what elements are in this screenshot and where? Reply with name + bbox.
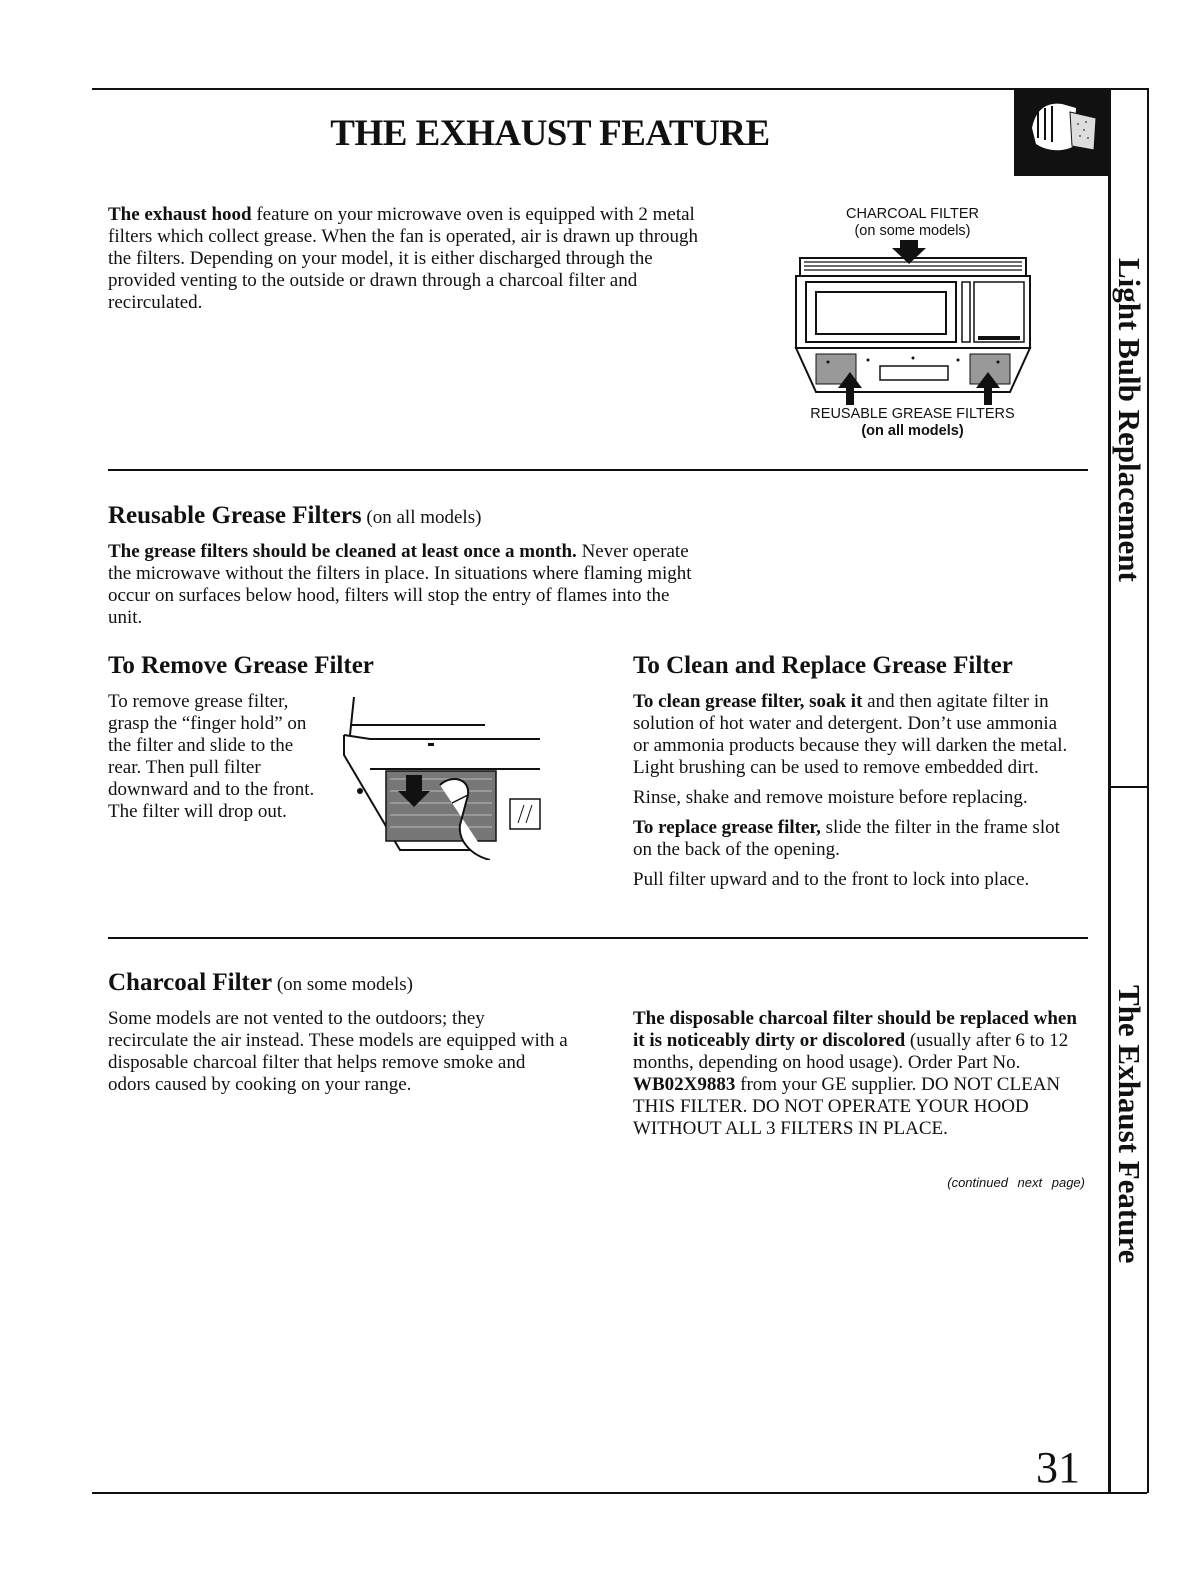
- bottom-rule: [92, 1492, 1147, 1494]
- intro-lead: The exhaust hood: [108, 204, 252, 225]
- caption-bottom-line-1: REUSABLE GREASE FILTERS: [810, 406, 1015, 422]
- charcoal-right-text-1: (usually after 6 to 12 months, depending on hood usage). Order Part No.: [633, 1030, 1069, 1073]
- intro-text: feature on your microwave oven is equipped with 2 metal filters which collect grease. When the fan is operated, air is drawn up through the filters. Depending on your model, it is either discharged through the provided venting to the outside or drawn through a charcoal filter and recirculated.: [108, 204, 699, 313]
- tab-line-right: [1147, 88, 1149, 1493]
- charcoal-right-text-2: from your GE supplier. DO NOT CLEAN THIS FILTER. DO NOT OPERATE YOUR HOOD WITHOUT ALL 3 FILTERS IN PLACE.: [633, 1074, 1061, 1139]
- reusable-lead: The grease filters should be cleaned at least once a month.: [108, 541, 577, 562]
- clean-heading: To Clean and Replace Grease Filter: [633, 652, 1013, 679]
- caption-top-line-2: (on some models): [854, 223, 971, 239]
- caption-bottom-line-2: (on all models): [861, 423, 964, 439]
- section-rule-1: [108, 469, 1088, 471]
- reusable-text: Never operate the microwave without the filters in place. In situations where flaming might occur on surfaces below hood, filters will stop the entry of flames into the unit.: [108, 541, 692, 628]
- reusable-heading: [108, 501, 481, 533]
- grease-filters-caption: [800, 406, 1025, 440]
- charcoal-right-lead: The disposable charcoal filter should be replaced when it is noticeably dirty or discolored: [633, 1008, 1077, 1051]
- reusable-paragraph: [108, 541, 708, 629]
- replace-lead: To replace grease filter,: [633, 817, 821, 838]
- clean-paragraph-3: [633, 817, 1073, 861]
- charcoal-right-paragraph: [633, 1008, 1078, 1140]
- replace-text: slide the filter in the frame slot on the back of the opening.: [633, 817, 1060, 860]
- top-rule: [92, 88, 1147, 90]
- clean-lead: To clean grease filter, soak it: [633, 691, 863, 712]
- reusable-heading-sub: (on all models): [361, 507, 482, 528]
- charcoal-heading-sub: (on some models): [272, 974, 413, 995]
- remove-heading: To Remove Grease Filter: [108, 652, 374, 679]
- clean-text: and then agitate filter in solution of hot water and detergent. Don’t use ammonia or ammonia products because they will darken the metal. Light brushing can be used to remove embedded dirt.: [633, 691, 1068, 778]
- clean-paragraph-1: [633, 691, 1073, 779]
- microwave-hood-drawing: [788, 240, 1038, 405]
- caption-top-line-1: CHARCOAL FILTER: [846, 206, 979, 222]
- filter-removal-drawing: [340, 695, 568, 860]
- remove-paragraph: To remove grease filter, grasp the “finger hold” on the filter and slide to the rear. Then pull filter downward and to the front. The filter will drop out.: [108, 691, 315, 822]
- intro-paragraph: [108, 204, 723, 314]
- part-number: WB02X9883: [633, 1074, 736, 1095]
- tab-divider: [1108, 786, 1148, 788]
- charcoal-left-paragraph: Some models are not vented to the outdoors; they recirculate the air instead. These models are equipped with a disposable charcoal filter that helps remove smoke and odors caused by cooking on your range.: [108, 1008, 568, 1095]
- clean-paragraph-4: Pull filter upward and to the front to lock into place.: [633, 869, 1030, 890]
- page-number: 31: [1036, 1443, 1080, 1492]
- clean-block: [633, 691, 1073, 891]
- tab-line-left: [1108, 88, 1111, 1493]
- continued-note: (continued next page): [947, 1175, 1085, 1190]
- charcoal-heading: [108, 968, 413, 1000]
- clean-paragraph-2: Rinse, shake and remove moisture before replacing.: [633, 787, 1028, 808]
- side-tab-light-bulb: Light Bulb Replacement: [1112, 258, 1147, 582]
- side-tab-exhaust-feature: The Exhaust Feature: [1112, 985, 1147, 1264]
- charcoal-heading-main: Charcoal Filter: [108, 969, 273, 996]
- reusable-heading-main: Reusable Grease Filters: [108, 502, 362, 529]
- page-title: THE EXHAUST FEATURE: [330, 113, 770, 154]
- section-rule-2: [108, 937, 1088, 939]
- charcoal-filter-caption: [810, 206, 1015, 240]
